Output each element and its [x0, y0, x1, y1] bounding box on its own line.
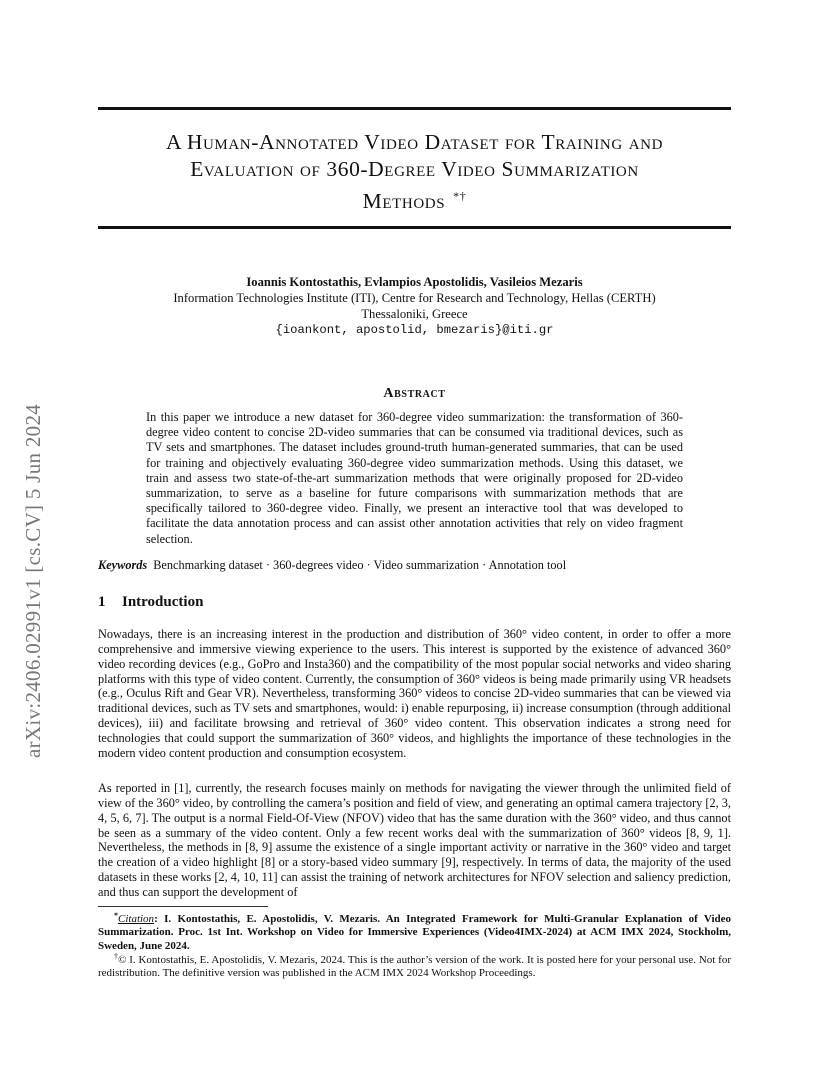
footnote-copyright — [98, 950, 731, 981]
abstract-heading: Abstract — [383, 386, 446, 401]
title-top-rule — [98, 107, 731, 110]
footnote-1-mark: * — [114, 911, 118, 920]
paper-title — [98, 129, 731, 215]
author-block — [98, 274, 731, 338]
keywords-label: Keywords — [98, 558, 148, 572]
title-line-2: Evaluation of 360-Degree Video Summarization — [190, 157, 639, 181]
section-title: Introduction — [122, 594, 204, 610]
footnote-rule — [98, 906, 268, 907]
footnote-copyright-text: © I. Kontostathis, E. Apostolidis, V. Mezaris, 2024. This is the author’s version of the work. It is posted here for your personal use. Not for redistribution. The definitive version was published in the ACM IMX 2024 Workshop Proceedings. — [98, 954, 732, 980]
footnote-citation-text: : I. Kontostathis, E. Apostolidis, V. Mezaris. An Integrated Framework for Multi-Granular Explanation of Video Summarization. Proc. 1st Int. Workshop on Video for Immersive Experiences (Video4IMX-2024) at ACM IMX 2024, Stockholm, Sweden, June 2024. — [98, 913, 731, 952]
intro-paragraph-1: Nowadays, there is an increasing interest in the production and distribution of 360° video content, in order to offer a more comprehensive and immersive viewing experience to the users. This interest is supported by the existence of advanced 360° video recording devices (e.g., GoPro and Insta360) and the compatibility of the most popular social networks and video sharing platforms with this type of video content. Currently, the consumption of 360° videos is being made primarily using VR headsets (e.g., Oculus Rift and Gear VR). Nevertheless, transforming 360° videos to concise 2D-video summaries that can be viewed via traditional devices, such as TV sets and smartphones, would: i) enable repurposing, ii) increase consumption (through additional devices), iii) and facilitate browsing and retrieval of 360° video content. This observation indicates a strong need for technologies that could support the summarization of 360° videos, and highlights the importance of these technologies in the modern video content production and consumption ecosystem. — [98, 627, 731, 760]
keywords-line — [98, 558, 731, 573]
author-names: Ioannis Kontostathis, Evlampios Apostolidis, Vasileios Mezaris — [246, 275, 583, 289]
author-location: Thessaloniki, Greece — [361, 307, 468, 321]
footnote-citation-label: Citation — [118, 913, 155, 925]
keywords-text: Benchmarking dataset · 360-degrees video · Video summarization · Annotation tool — [153, 558, 567, 572]
title-line-3-text: Methods — [362, 189, 446, 213]
footnote-2-mark: † — [114, 952, 119, 961]
section-heading-introduction — [98, 594, 731, 611]
footnote-citation — [98, 909, 731, 953]
intro-paragraph-2: As reported in [1], currently, the research focuses mainly on methods for navigating the viewer through the unlimited field of view of the 360° video, by controlling the camera’s position and field of view, and generating an optimal camera trajectory [2, 3, 4, 5, 6, 7]. The output is a normal Field-Of-View (NFOV) video that has the same duration with the 360° video, and thus cannot be seen as a summary of the video content. Only a few recent works deal with the summarization of 360° videos [8, 9, 1]. Nevertheless, the methods in [8, 9] assume the existence of a single important activity or narrative in the 360° video and target the creation of a video highlight [8] or a story-based video summary [9], respectively. In terms of data, the majority of the used datasets in these works [2, 4, 10, 11] can assist the training of network architectures for NFOV selection and saliency prediction, and thus can support the development of — [98, 781, 731, 899]
author-emails: {ioankont, apostolid, bmezaris}@iti.gr — [275, 323, 554, 337]
abstract-text: In this paper we introduce a new dataset for 360-degree video summarization: the transformation of 360-degree video content to concise 2D-video summaries that can be consumed via traditional devices, such as TV sets and smartphones. The dataset includes ground-truth human-generated summaries, that can be used for training and objectively evaluating 360-degree video summarization methods. Using this dataset, we train and assess two state-of-the-art summarization methods that were originally proposed for 2D-video summarization, to serve as a baseline for future comparisons with summarization methods that are specifically tailored to 360-degree video. Finally, we present an interactive tool that was developed to facilitate the data annotation process and can assist other annotation activities that rely on video fragment selection. — [146, 410, 683, 546]
title-footnote-marks: *† — [453, 189, 467, 203]
title-line-1: A Human-Annotated Video Dataset for Training and — [165, 130, 664, 154]
title-bottom-rule — [98, 226, 731, 229]
arxiv-stamp: arXiv:2406.02991v1 [cs.CV] 5 Jun 2024 — [21, 403, 45, 758]
title-line-3 — [98, 183, 731, 215]
author-affiliation: Information Technologies Institute (ITI), Centre for Research and Technology, Hellas (CERTH) — [173, 291, 656, 305]
section-number: 1 — [98, 594, 106, 610]
